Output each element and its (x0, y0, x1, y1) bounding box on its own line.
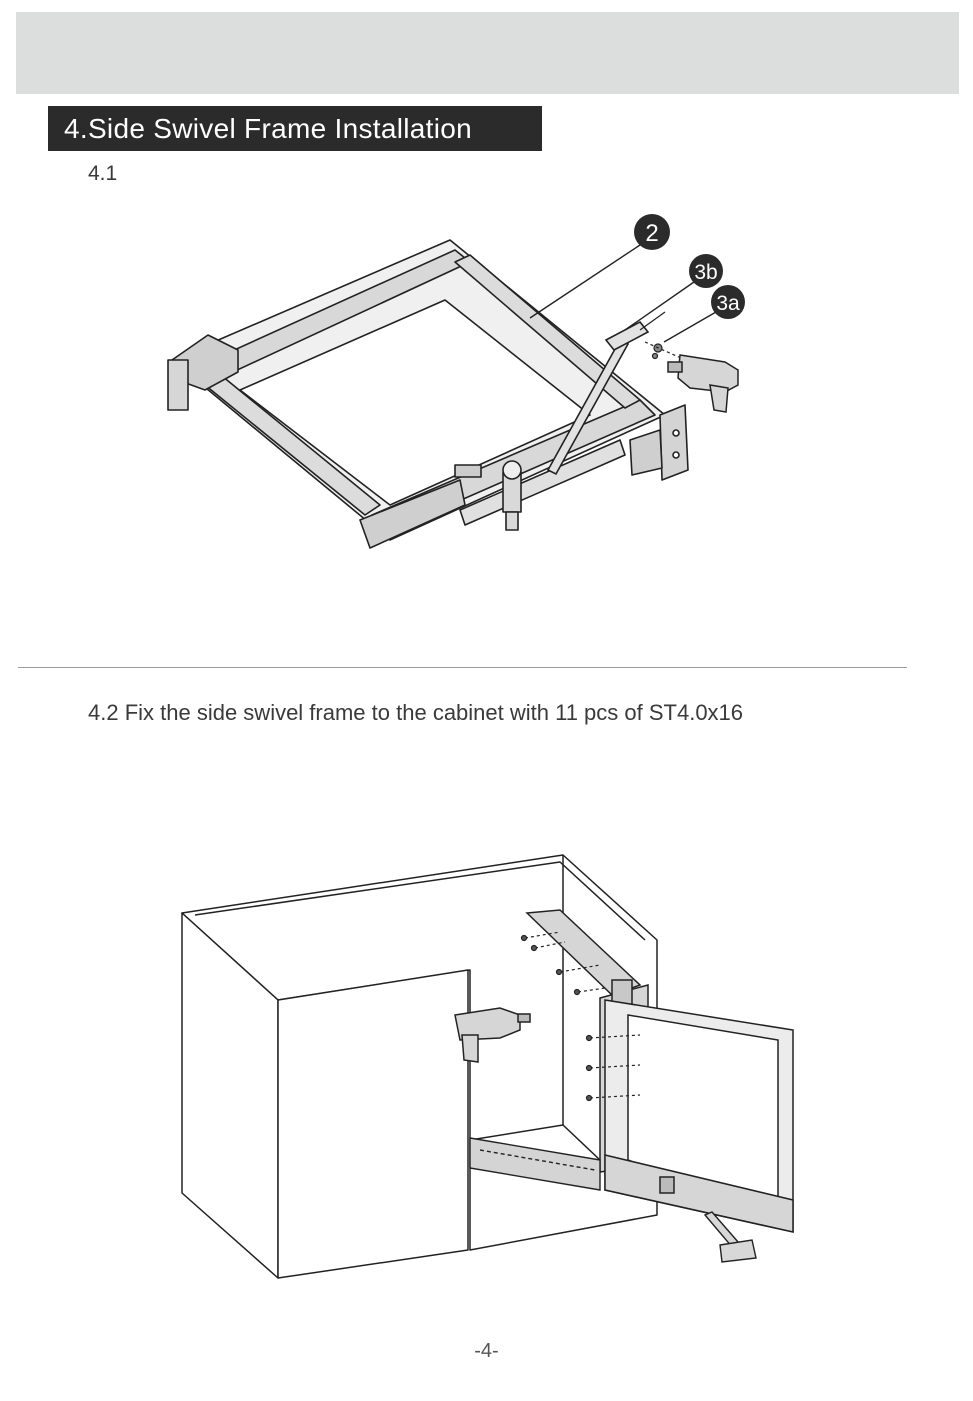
svg-text:2: 2 (645, 220, 659, 247)
step-4-1-label: 4.1 (88, 162, 118, 185)
step-4-2-label: 4.2 Fix the side swivel frame to the cabinet with 11 pcs of ST4.0x16 (88, 700, 744, 725)
svg-text:3a: 3a (716, 292, 740, 315)
page-number: -4- (474, 1340, 499, 1362)
section-title: 4.Side Swivel Frame Installation (48, 106, 542, 151)
svg-text:3b: 3b (694, 261, 718, 284)
